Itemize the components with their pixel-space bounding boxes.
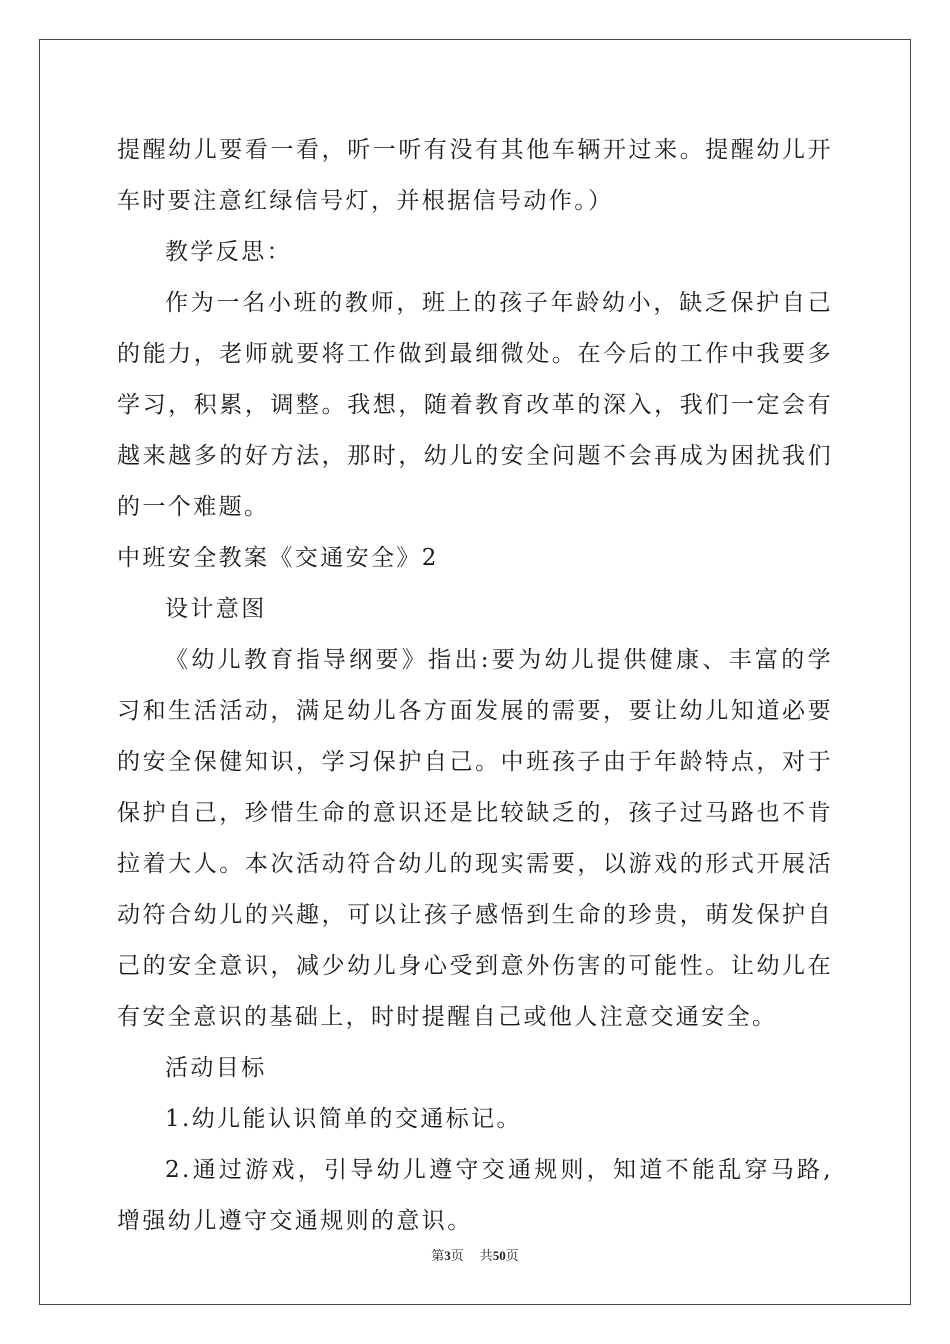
paragraph-heading: 教学反思： <box>165 239 292 265</box>
page-number: 3 <box>444 1248 451 1263</box>
page-footer <box>0 1246 950 1267</box>
paragraph: 作为一名小班的教师，班上的孩子年龄幼小，缺乏保护自己的能力，老师就要将工作做到最细微处。在今后的工作中我要多学习，积累，调整。我想，随着教育改革的深入，我们一定会有越来越多的好方法，那时，幼儿的安全问题不会再成为困扰我们的一个难题。 <box>117 290 833 520</box>
paragraph-heading: 活动目标 <box>165 1055 267 1081</box>
page-suffix: 页 <box>450 1249 464 1264</box>
page-prefix: 第 <box>431 1249 445 1264</box>
paragraph-heading: 设计意图 <box>165 596 267 622</box>
total-prefix: 共 <box>479 1249 493 1264</box>
document-body <box>117 125 833 1247</box>
list-item: 1.幼儿能认识简单的交通标记。 <box>165 1106 522 1132</box>
list-item: 2.通过游戏，引导幼儿遵守交通规则，知道不能乱穿马路,增强幼儿遵守交通规则的意识。 <box>117 1157 833 1234</box>
total-pages: 50 <box>492 1248 506 1263</box>
total-suffix: 页 <box>505 1249 519 1264</box>
paragraph: 提醒幼儿要看一看，听一听有没有其他车辆开过来。提醒幼儿开车时要注意红绿信号灯，并根据信号动作。） <box>117 137 833 214</box>
section-title: 中班安全教案《交通安全》2 <box>117 545 439 571</box>
paragraph: 《幼儿教育指导纲要》指出:要为幼儿提供健康、丰富的学习和生活活动，满足幼儿各方面发展的需要，要让幼儿知道必要的安全保健知识，学习保护自己。中班孩子由于年龄特点，对于保护自己，珍惜生命的意识还是比较缺乏的，孩子过马路也不肯拉着大人。本次活动符合幼儿的现实需要，以游戏的形式开展活动符合幼儿的兴趣，可以让孩子感悟到生命的珍贵，萌发保护自己的安全意识，减少幼儿身心受到意外伤害的可能性。让幼儿在有安全意识的基础上，时时提醒自己或他人注意交通安全。 <box>117 647 833 1030</box>
